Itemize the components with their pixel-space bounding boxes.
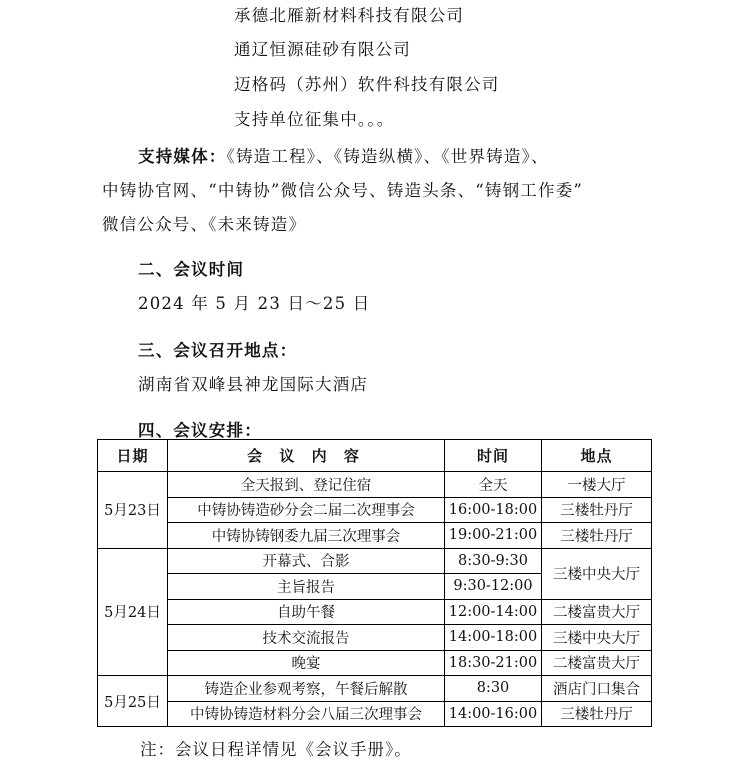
content-cell: 开幕式、合影 xyxy=(168,548,445,574)
table-row xyxy=(98,676,652,702)
sponsor-item: 承德北雁新材料科技有限公司 xyxy=(234,6,465,25)
table-row xyxy=(98,548,652,574)
place-cell: 三楼中央大厅 xyxy=(542,625,652,651)
place-heading: 三、会议召开地点： xyxy=(138,341,298,360)
date-cell: 5月23日 xyxy=(98,472,168,549)
place-cell: 二楼富贵大厅 xyxy=(542,650,652,676)
content-cell: 中铸协铸钢委九届三次理事会 xyxy=(168,523,445,549)
table-row xyxy=(98,650,652,676)
table-row xyxy=(98,599,652,625)
sponsor-item: 通辽恒源硅砂有限公司 xyxy=(234,40,411,59)
media-line-3: 微信公众号、《未来铸造》 xyxy=(102,215,307,234)
schedule-table xyxy=(97,439,652,727)
header-place: 地点 xyxy=(542,440,652,472)
table-row xyxy=(98,472,652,498)
place-cell: 二楼富贵大厅 xyxy=(542,599,652,625)
time-cell: 8:30 xyxy=(445,676,542,702)
media-line-2: 中铸协官网、“中铸协”微信公众号、铸造头条、“铸钢工作委” xyxy=(102,181,584,200)
time-cell: 8:30-9:30 xyxy=(445,548,542,574)
schedule-note: 注：会议日程详情见《会议手册》。 xyxy=(140,740,412,759)
time-cell: 14:00-18:00 xyxy=(445,625,542,651)
header-content: 会 议 内 容 xyxy=(168,440,445,472)
table-row xyxy=(98,701,652,727)
content-cell: 晚宴 xyxy=(168,650,445,676)
table-row xyxy=(98,523,652,549)
content-cell: 中铸协铸造砂分会二届二次理事会 xyxy=(168,497,445,523)
place-cell: 三楼牡丹厅 xyxy=(542,497,652,523)
content-cell: 自助午餐 xyxy=(168,599,445,625)
place-value: 湖南省双峰县神龙国际大酒店 xyxy=(138,375,369,394)
table-row xyxy=(98,497,652,523)
place-cell: 三楼牡丹厅 xyxy=(542,701,652,727)
date-cell: 5月25日 xyxy=(98,676,168,727)
table-header-row xyxy=(98,440,652,472)
media-line-1: 《铸造工程》、《铸造纵横》、《世界铸造》、 xyxy=(226,147,549,166)
header-time: 时间 xyxy=(445,440,542,472)
schedule-heading: 四、会议安排： xyxy=(138,421,262,440)
place-cell: 三楼中央大厅 xyxy=(542,548,652,599)
header-date: 日期 xyxy=(98,440,168,472)
place-cell: 一楼大厅 xyxy=(542,472,652,498)
time-cell: 9:30-12:00 xyxy=(445,574,542,600)
media-label: 支持媒体： xyxy=(138,147,227,166)
content-cell: 铸造企业参观考察，午餐后解散 xyxy=(168,676,445,702)
sponsor-item: 迈格码（苏州）软件科技有限公司 xyxy=(234,75,500,94)
time-cell: 12:00-14:00 xyxy=(445,599,542,625)
content-cell: 主旨报告 xyxy=(168,574,445,600)
content-cell: 全天报到、登记住宿 xyxy=(168,472,445,498)
time-value: 2024 年 5 月 23 日～25 日 xyxy=(138,294,371,313)
table-row xyxy=(98,625,652,651)
time-cell: 19:00-21:00 xyxy=(445,523,542,549)
time-cell: 14:00-16:00 xyxy=(445,701,542,727)
content-cell: 中铸协铸造材料分会八届三次理事会 xyxy=(168,701,445,727)
sponsor-item: 支持单位征集中。。。 xyxy=(234,110,395,129)
date-cell: 5月24日 xyxy=(98,548,168,676)
place-cell: 三楼牡丹厅 xyxy=(542,523,652,549)
place-cell: 酒店门口集合 xyxy=(542,676,652,702)
time-cell: 18:30-21:00 xyxy=(445,650,542,676)
time-heading: 二、会议时间 xyxy=(138,260,245,279)
time-cell: 全天 xyxy=(445,472,542,498)
time-cell: 16:00-18:00 xyxy=(445,497,542,523)
content-cell: 技术交流报告 xyxy=(168,625,445,651)
